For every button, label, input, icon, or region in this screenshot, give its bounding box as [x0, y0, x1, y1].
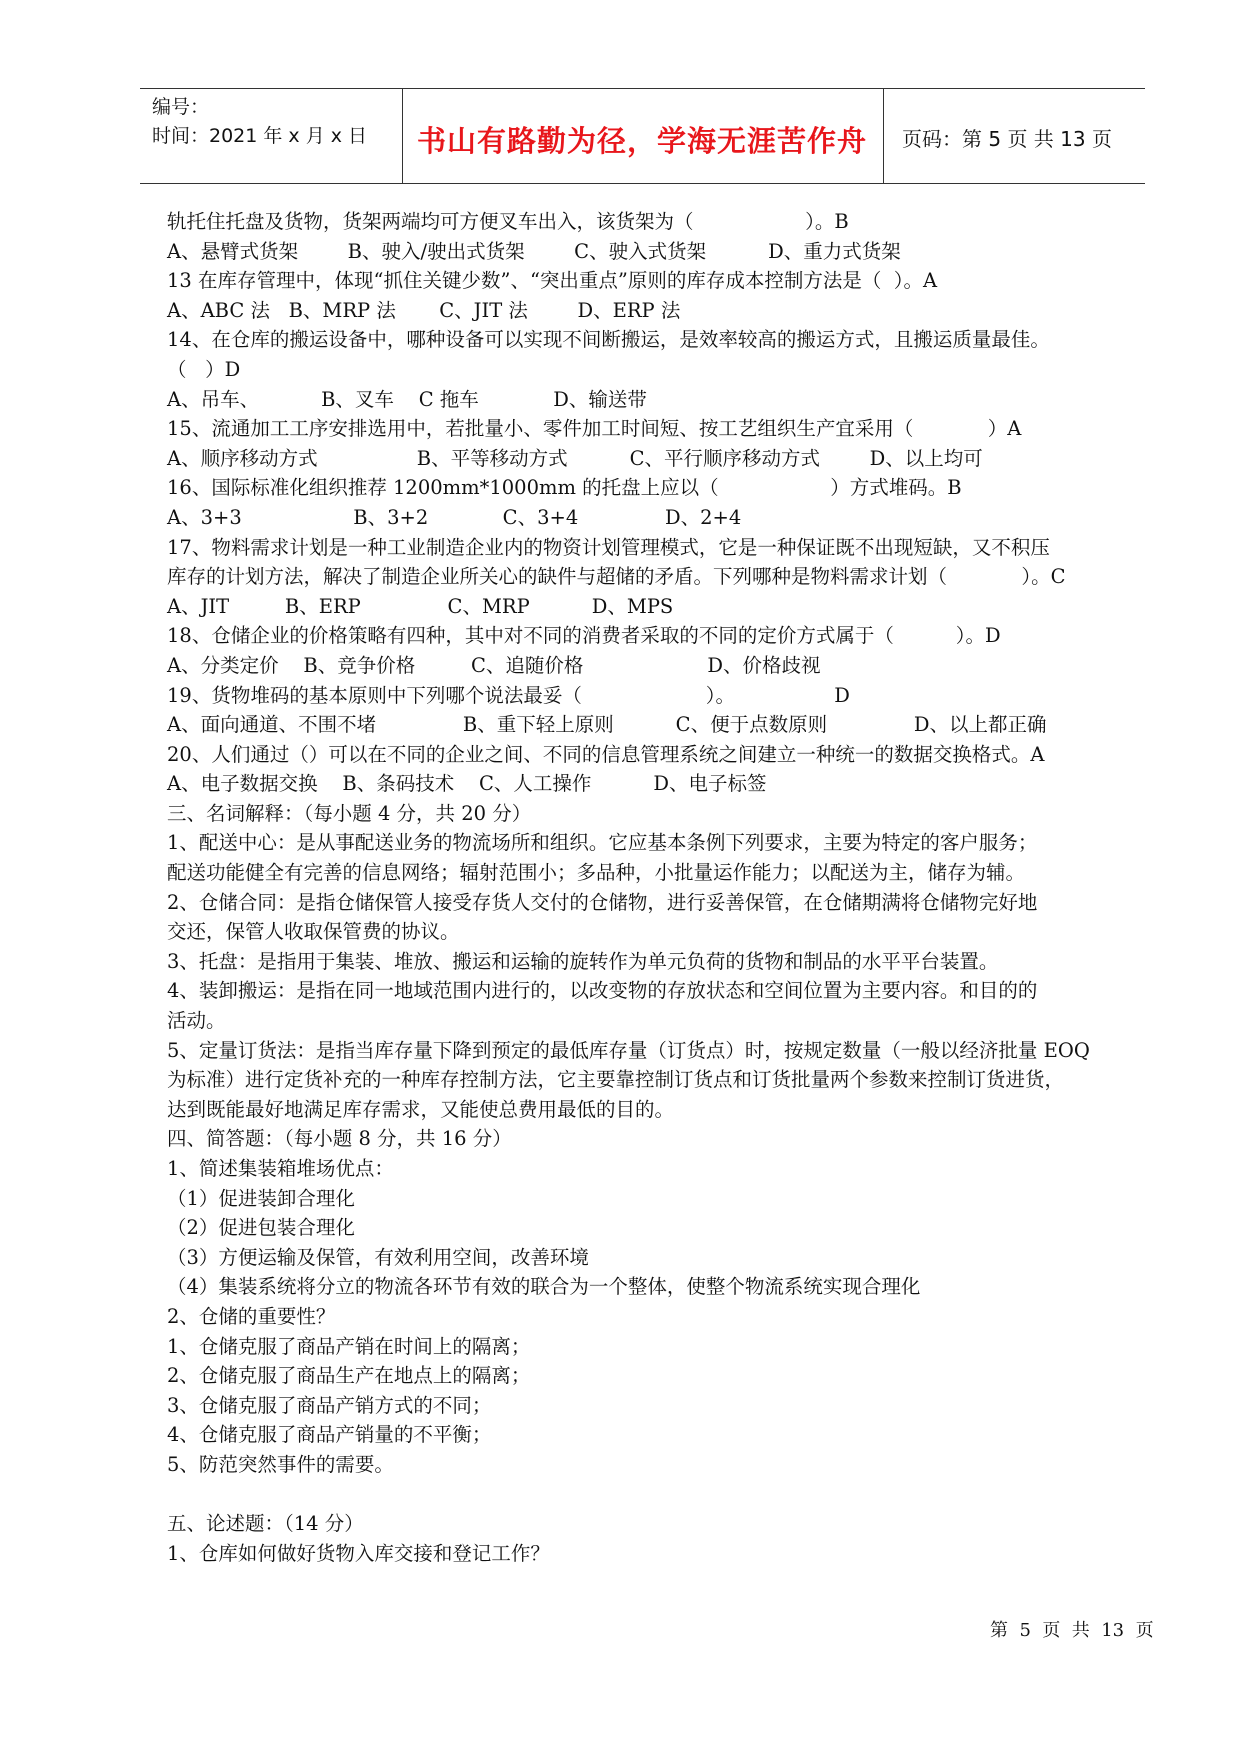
text-line: 轨托住托盘及货物，货架两端均可方便叉车出入，该货架为（ ）。B	[167, 210, 849, 233]
number-label: 编号：	[152, 96, 210, 118]
text-line: 17、物料需求计划是一种工业制造企业内的物资计划管理模式，它是一种保证既不出现短缺，又不积压	[167, 535, 1050, 559]
text-line: 2、仓储合同：是指仓储保管人接受存货人交付的仓储物，进行妥善保管，在仓储期满将仓储物完好地	[167, 890, 1038, 914]
text-line: A、吊车、 B、叉车 C 拖车 D、输送带	[167, 387, 647, 411]
text-line: 1、配送中心：是从事配送业务的物流场所和组织。它应基本条例下列要求，主要为特定的客户服务；	[167, 831, 1038, 855]
text-line: 3、托盘：是指用于集装、堆放、搬运和运输的旋转作为单元负荷的货物和制品的水平平台装置。	[167, 949, 999, 973]
text-line: 4、装卸搬运：是指在同一地域范围内进行的，以改变物的存放状态和空间位置为主要内容。和目的的	[167, 979, 1038, 1003]
header-meta	[152, 93, 367, 151]
text-line: （ ）D	[167, 357, 241, 381]
text-line: 5、定量订货法：是指当库存量下降到预定的最低库存量（订货点）时，按规定数量（一般以经济批量 EOQ	[167, 1038, 1090, 1062]
text-line: 15、流通加工工序安排选用中，若批量小、零件加工时间短、按工艺组织生产宜采用（ ）A	[167, 417, 1022, 441]
text-line: 20、人们通过（）可以在不同的企业之间、不同的信息管理系统之间建立一种统一的数据交换格式。A	[167, 742, 1045, 766]
text-line: 4、仓储克服了商品产销量的不平衡；	[167, 1423, 492, 1447]
text-line	[167, 1480, 1147, 1510]
text-line: 交还，保管人收取保管费的协议。	[167, 920, 460, 944]
text-line: A、分类定价 B、竞争价格 C、追随价格 D、价格歧视	[167, 653, 821, 677]
text-line: （3）方便运输及保管，有效利用空间，改善环境	[167, 1245, 589, 1269]
text-line: A、ABC 法 B、MRP 法 C、JIT 法 D、ERP 法	[167, 298, 681, 322]
text-line: 1、仓库如何做好货物入库交接和登记工作？	[167, 1541, 550, 1565]
text-line: 19、货物堆码的基本原则中下列哪个说法最妥（ ）。 D	[167, 683, 850, 707]
text-line: A、电子数据交换 B、条码技术 C、人工操作 D、电子标签	[167, 772, 767, 796]
text-line: 2、仓储的重要性？	[167, 1304, 336, 1328]
text-line: 3、仓储克服了商品产销方式的不同；	[167, 1393, 492, 1417]
text-line: 四、简答题：（每小题 8 分，共 16 分）	[167, 1127, 512, 1151]
text-line: 16、国际标准化组织推荐 1200mm*1000mm 的托盘上应以（ ）方式堆码。B	[167, 476, 962, 500]
text-line: 配送功能健全有完善的信息网络；辐射范围小；多品种，小批量运作能力；以配送为主，储存为辅。	[167, 861, 1026, 885]
text-line: 三、名词解释：（每小题 4 分，共 20 分）	[167, 801, 532, 825]
text-line: 五、论述题：（14 分）	[167, 1512, 364, 1536]
page-footer: 第 5 页 共 13 页	[990, 1620, 1154, 1641]
text-line: A、悬臂式货架 B、驶入/驶出式货架 C、驶入式货架 D、重力式货架	[167, 239, 901, 263]
header-page-number: 页码：第 5 页 共 13 页	[902, 127, 1112, 151]
text-line: 1、仓储克服了商品产销在时间上的隔离；	[167, 1334, 531, 1358]
document-body	[167, 207, 1147, 1568]
text-line: （2）促进包装合理化	[167, 1216, 355, 1240]
text-line: 13 在库存管理中，体现“抓住关键少数”、“突出重点”原则的库存成本控制方法是（ ）。A	[167, 269, 938, 293]
text-line: 14、在仓库的搬运设备中，哪种设备可以实现不间断搬运，是效率较高的搬运方式，且搬运质量最佳。	[167, 328, 1050, 352]
text-line: A、JIT B、ERP C、MRP D、MPS	[167, 594, 674, 618]
text-line: 18、仓储企业的价格策略有四种，其中对不同的消费者采取的不同的定价方式属于（ ）。D	[167, 624, 1001, 648]
text-line: A、面向通道、不围不堵 B、重下轻上原则 C、便于点数原则 D、以上都正确	[167, 713, 1047, 737]
text-line: 为标准）进行定货补充的一种库存控制方法，它主要靠控制订货点和订货批量两个参数来控制订货进货，	[167, 1068, 1065, 1092]
text-line: A、顺序移动方式 B、平等移动方式 C、平行顺序移动方式 D、以上均可	[167, 446, 983, 470]
header-divider	[883, 89, 884, 183]
text-line: 1、简述集装箱堆场优点：	[167, 1157, 394, 1180]
text-line: 5、防范突然事件的需要。	[167, 1452, 394, 1476]
page-header	[140, 88, 1145, 184]
text-line: （4）集装系统将分立的物流各环节有效的联合为一个整体，使整个物流系统实现合理化	[167, 1275, 921, 1299]
header-motto: 书山有路勤为径，学海无涯苦作舟	[416, 124, 867, 158]
text-line: 达到既能最好地满足库存需求，又能使总费用最低的目的。	[167, 1097, 675, 1121]
text-line: A、3+3 B、3+2 C、3+4 D、2+4	[167, 505, 742, 529]
text-line: 库存的计划方法，解决了制造企业所关心的缺件与超储的矛盾。下列哪种是物料需求计划（ ）。C	[167, 565, 1066, 589]
text-line: （1）促进装卸合理化	[167, 1186, 355, 1210]
text-line: 2、仓储克服了商品生产在地点上的隔离；	[167, 1364, 531, 1388]
text-line: 活动。	[167, 1009, 226, 1033]
time-label: 时间：2021 年 x 月 x 日	[152, 125, 368, 147]
